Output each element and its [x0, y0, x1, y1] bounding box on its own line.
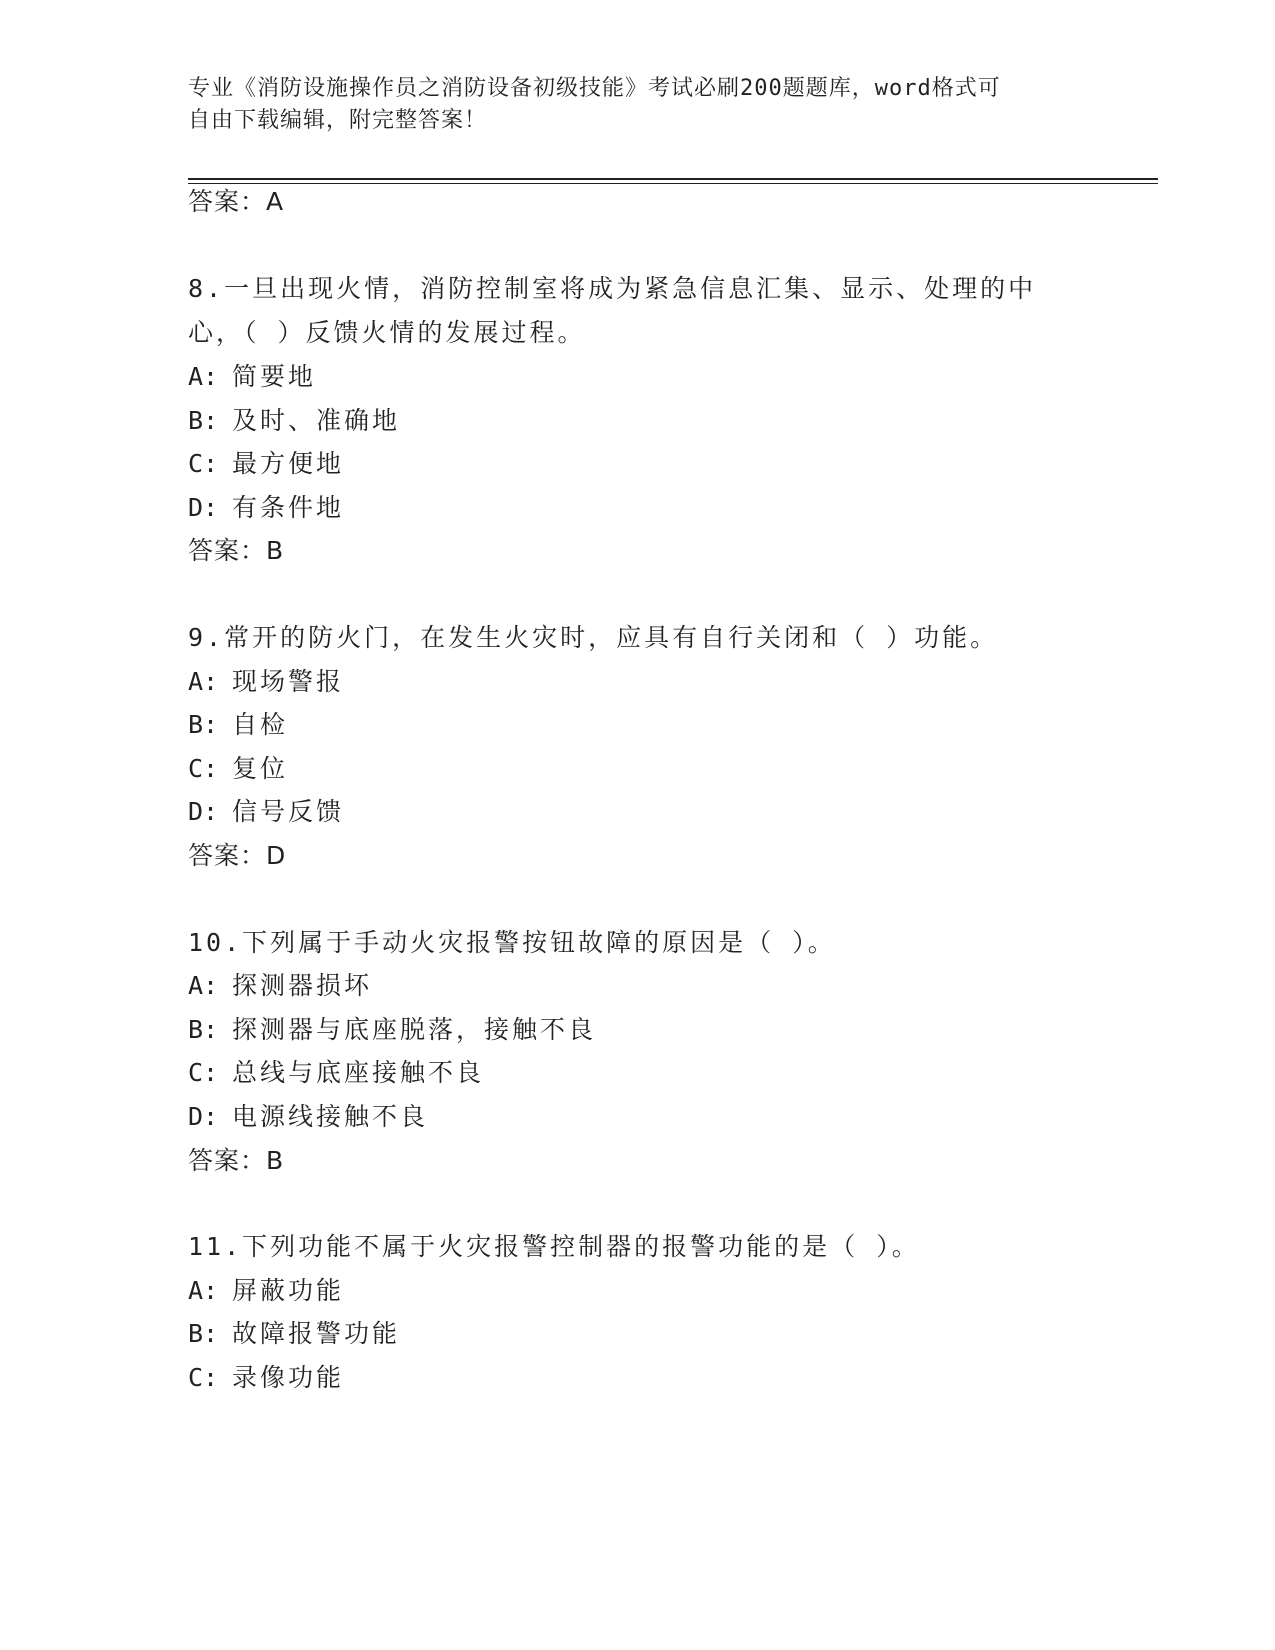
option-text: 电源线接触不良: [232, 1102, 429, 1131]
question-9-stem-line-1: 9.常开的防火门，在发生火灾时，应具有自行关闭和（ ）功能。: [188, 623, 999, 652]
option-key: C:: [188, 449, 219, 478]
question-8-stem-line-1: 8.一旦出现火情，消防控制室将成为紧急信息汇集、显示、处理的中: [188, 274, 1037, 303]
option-key: D:: [188, 493, 219, 522]
option-text: 及时、准确地: [232, 406, 401, 435]
option-key: C:: [188, 1058, 219, 1087]
header-line-2: 自由下载编辑，附完整答案！: [188, 108, 488, 133]
question-11-option-b: [188, 1318, 400, 1350]
option-text: 故障报警功能: [232, 1319, 401, 1348]
question-10-option-d: [188, 1101, 428, 1133]
header-line-1: 专业《消防设施操作员之消防设备初级技能》考试必刷200题题库，word格式可: [188, 76, 1001, 101]
answer-q7: 答案：A: [188, 187, 285, 216]
option-key: A:: [188, 1276, 219, 1305]
question-9-option-c: [188, 753, 288, 785]
option-text: 简要地: [232, 362, 317, 391]
question-9-option-b: [188, 709, 288, 741]
question-8-stem-line-2: 心，（ ）反馈火情的发展过程。: [188, 318, 586, 347]
option-key: B:: [188, 1319, 219, 1348]
question-8-option-d: [188, 492, 344, 524]
option-key: C:: [188, 1363, 219, 1392]
option-text: 总线与底座接触不良: [232, 1058, 485, 1087]
answer-q10: 答案：B: [188, 1146, 285, 1175]
option-key: A:: [188, 667, 219, 696]
question-8-option-a: [188, 361, 316, 393]
option-key: D:: [188, 797, 219, 826]
question-10-stem-line-1: 10.下列属于手动火灾报警按钮故障的原因是（ ）。: [188, 928, 836, 957]
question-10-option-b: [188, 1014, 596, 1046]
document-header: [188, 73, 1088, 137]
option-key: B:: [188, 710, 219, 739]
option-text: 探测器损坏: [232, 971, 373, 1000]
option-text: 录像功能: [232, 1363, 345, 1392]
option-text: 探测器与底座脱落，接触不良: [232, 1015, 597, 1044]
option-text: 最方便地: [232, 449, 345, 478]
question-11-stem-line-1: 11.下列功能不属于火灾报警控制器的报警功能的是（ ）。: [188, 1232, 920, 1261]
answer-q9: 答案：D: [188, 841, 287, 870]
question-8-option-c: [188, 448, 344, 480]
answer-q8: 答案：B: [188, 536, 285, 565]
question-9-option-d: [188, 796, 344, 828]
option-key: A:: [188, 971, 219, 1000]
option-text: 屏蔽功能: [232, 1276, 345, 1305]
option-text: 复位: [232, 754, 289, 783]
header-divider-thin: [188, 183, 1158, 184]
option-key: D:: [188, 1102, 219, 1131]
option-key: A:: [188, 362, 219, 391]
option-text: 信号反馈: [232, 797, 345, 826]
header-divider-thick: [188, 178, 1158, 180]
option-key: B:: [188, 406, 219, 435]
option-text: 有条件地: [232, 493, 345, 522]
question-11-option-a: [188, 1275, 344, 1307]
option-key: C:: [188, 754, 219, 783]
question-11-option-c: [188, 1362, 344, 1394]
question-8-option-b: [188, 405, 400, 437]
option-text: 现场警报: [232, 667, 345, 696]
question-9-option-a: [188, 666, 344, 698]
question-10-option-a: [188, 970, 372, 1002]
option-text: 自检: [232, 710, 289, 739]
option-key: B:: [188, 1015, 219, 1044]
question-10-option-c: [188, 1057, 484, 1089]
